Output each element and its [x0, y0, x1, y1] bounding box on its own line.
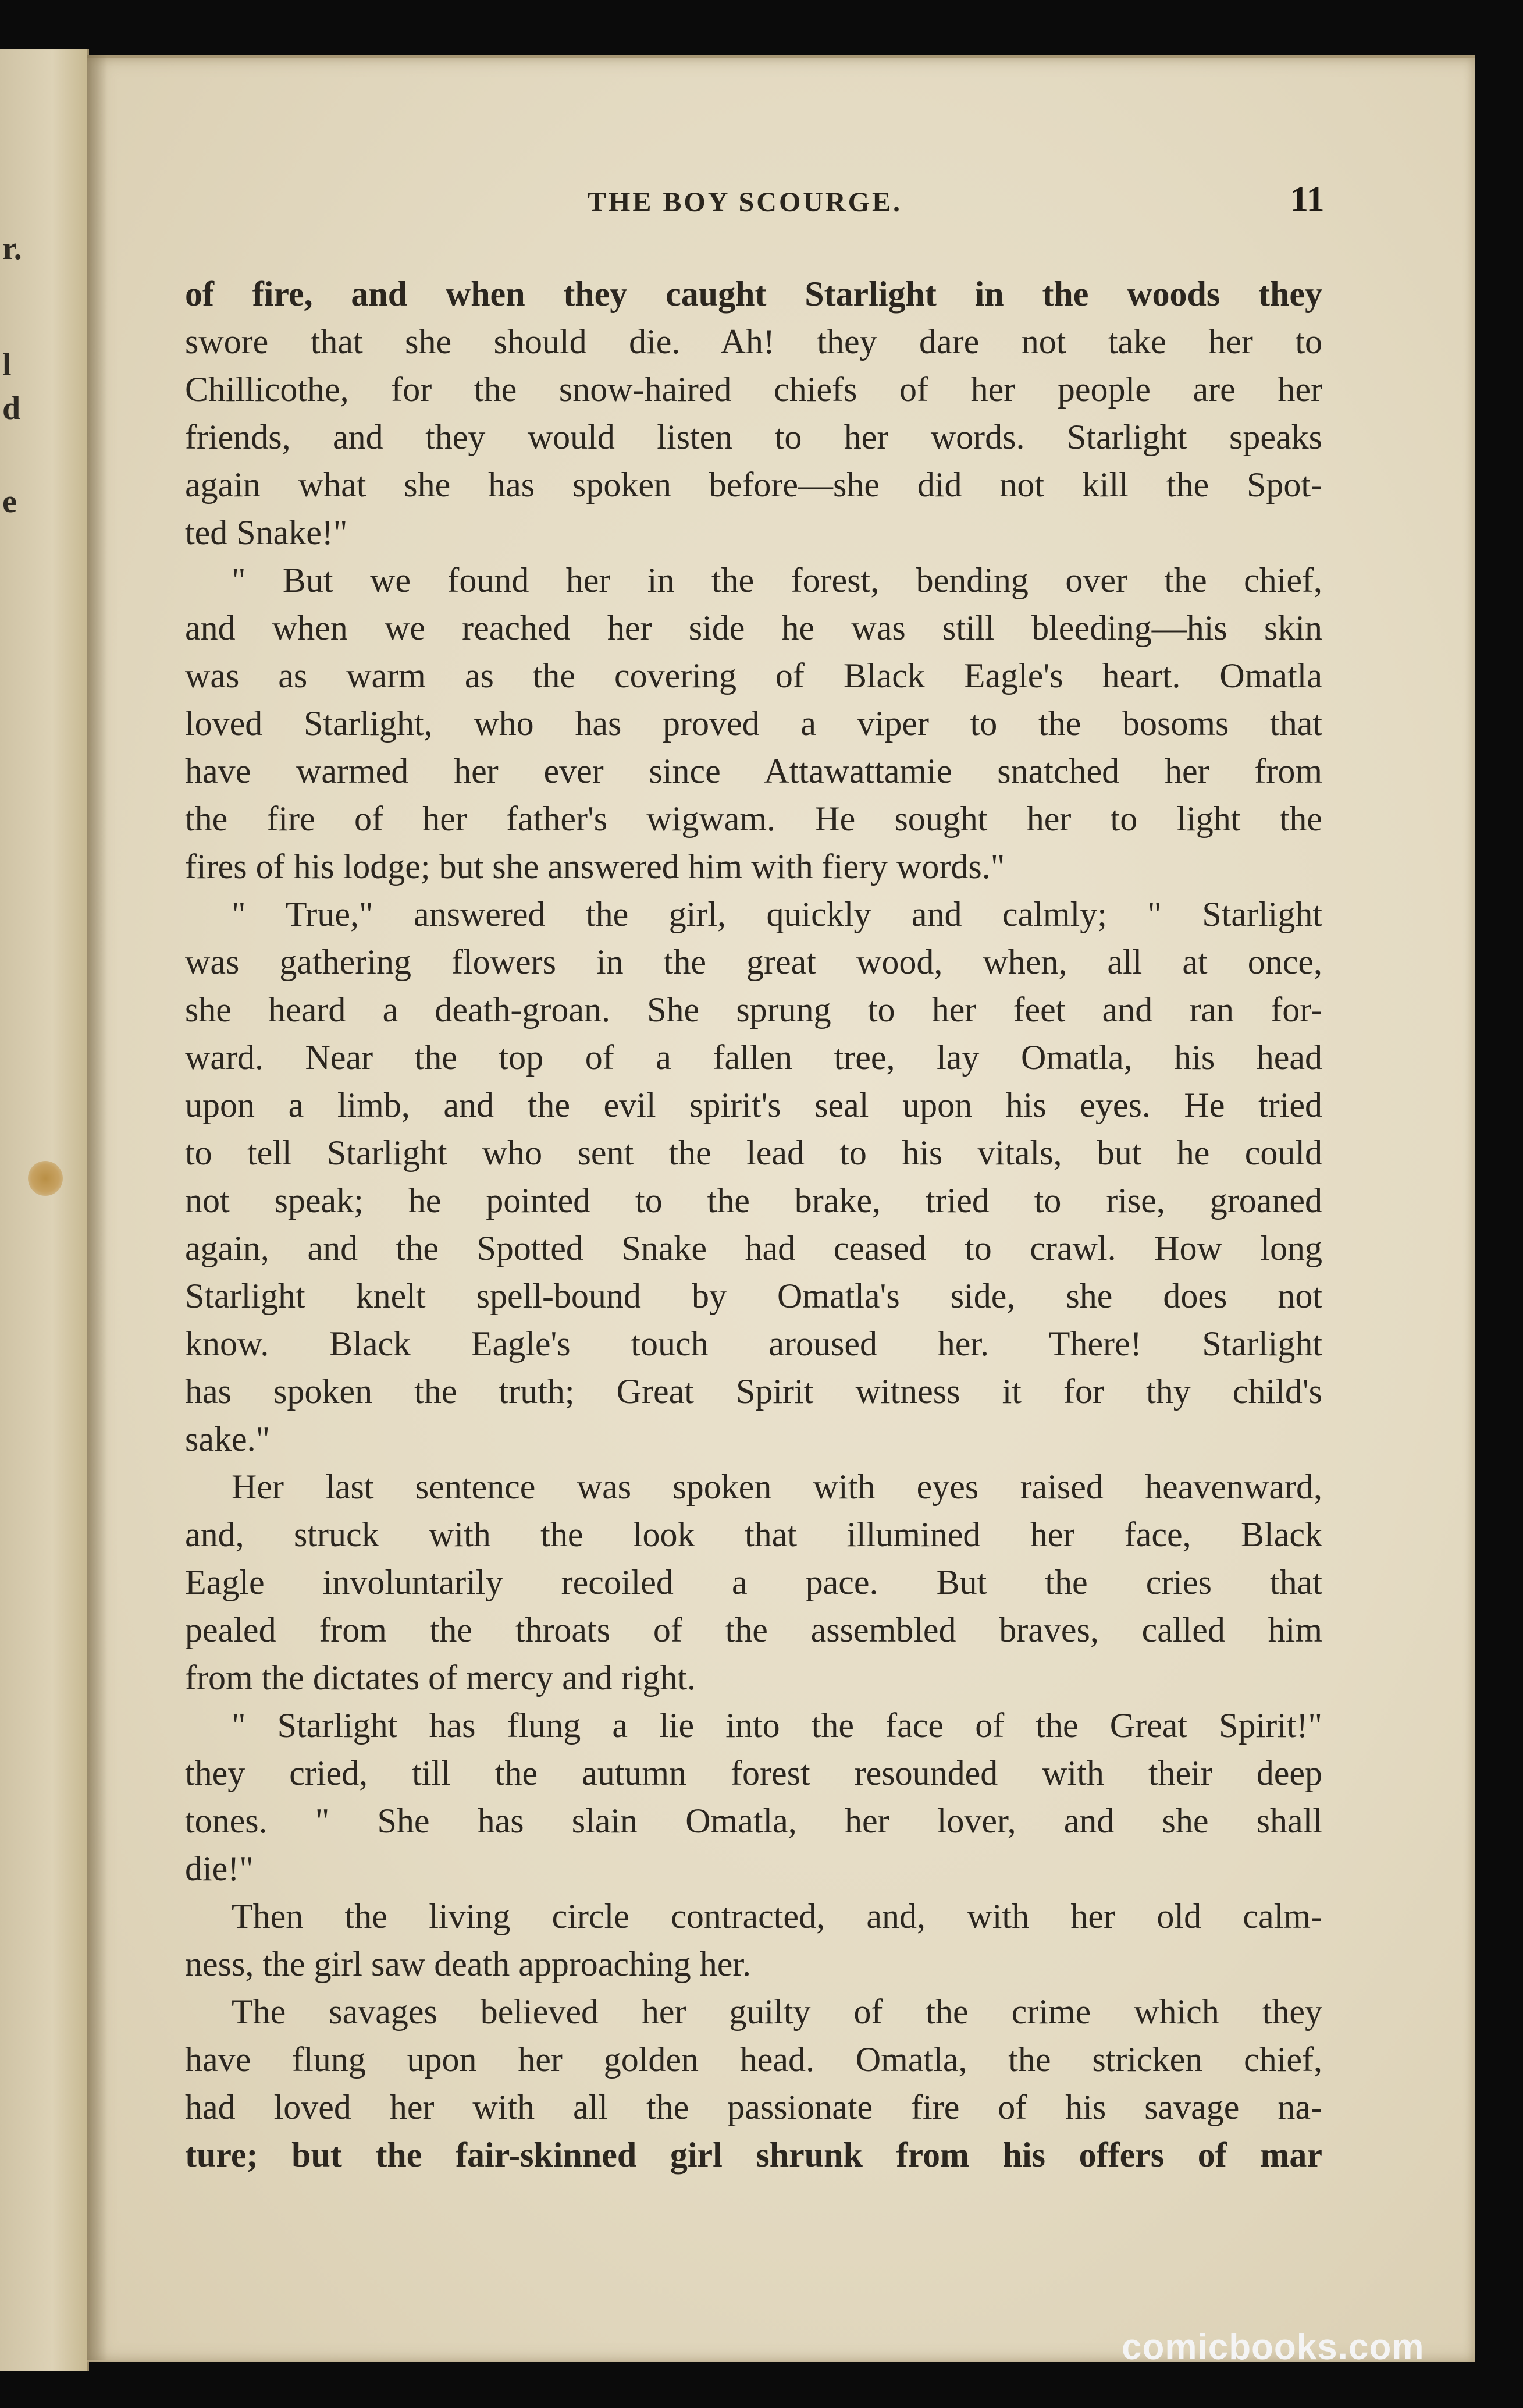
- text-line: ward. Near the top of a fallen tree, lay Omatla, his head: [185, 1038, 1322, 1077]
- text-line: " But we found her in the forest, bending over the chief,: [232, 561, 1322, 599]
- text-line: and when we reached her side he was still bleeding—his skin: [185, 609, 1322, 647]
- text-line: " True," answered the girl, quickly and calmly; " Starlight: [232, 895, 1322, 933]
- text-line: upon a limb, and the evil spirit's seal upon his eyes. He tried: [185, 1086, 1322, 1124]
- left-page-fragment: r.: [2, 230, 22, 267]
- text-line: swore that she should die. Ah! they dare not take her to: [185, 322, 1322, 361]
- text-line: they cried, till the autumn forest resounded with their deep: [185, 1754, 1322, 1792]
- text-line: have warmed her ever since Attawattamie snatched her from: [185, 752, 1322, 790]
- text-line: was as warm as the covering of Black Eagle's heart. Omatla: [185, 656, 1322, 695]
- text-line: friends, and they would listen to her words. Starlight speaks: [185, 418, 1322, 456]
- text-line: ture; but the fair-skinned girl shrunk from his offers of mar: [185, 2136, 1322, 2174]
- text-line: of fire, and when they caught Starlight in the woods they: [185, 275, 1322, 313]
- text-line: was gathering flowers in the great wood, when, all at once,: [185, 943, 1322, 981]
- text-line: not speak; he pointed to the brake, tried to rise, groaned: [185, 1181, 1322, 1220]
- text-line: again what she has spoken before—she did not kill the Spot-: [185, 466, 1322, 504]
- text-line: she heard a death-groan. She sprung to her feet and ran for-: [185, 990, 1322, 1029]
- text-line: Eagle involuntarily recoiled a pace. But the cries that: [185, 1563, 1322, 1601]
- text-line: Her last sentence was spoken with eyes raised heavenward,: [232, 1468, 1322, 1506]
- text-line: from the dictates of mercy and right.: [185, 1658, 696, 1697]
- site-watermark: comicbooks.com: [1122, 2327, 1425, 2367]
- left-facing-page-edge: [0, 49, 89, 2371]
- text-line: had loved her with all the passionate fire of his savage na-: [185, 2088, 1322, 2126]
- text-line: the fire of her father's wigwam. He sought her to light the: [185, 800, 1322, 838]
- text-line: has spoken the truth; Great Spirit witness it for thy child's: [185, 1372, 1322, 1411]
- foxing-stain: [28, 1161, 63, 1196]
- text-line: pealed from the throats of the assembled braves, called him: [185, 1611, 1322, 1649]
- text-line: know. Black Eagle's touch aroused her. There! Starlight: [185, 1324, 1322, 1363]
- text-line: ness, the girl saw death approaching her.: [185, 1945, 752, 1983]
- left-page-fragment: d: [2, 390, 21, 427]
- left-page-fragment: l: [2, 347, 12, 383]
- text-line: ted Snake!": [185, 513, 348, 552]
- text-line: to tell Starlight who sent the lead to his vitals, but he could: [185, 1134, 1322, 1172]
- text-line: Then the living circle contracted, and, with her old calm-: [232, 1897, 1322, 1935]
- body-text: [185, 270, 1322, 2179]
- text-line: loved Starlight, who has proved a viper to the bosoms that: [185, 704, 1322, 743]
- page-number: 11: [1290, 180, 1325, 219]
- text-line: and, struck with the look that illumined her face, Black: [185, 1515, 1322, 1554]
- text-line: Starlight knelt spell-bound by Omatla's side, she does not: [185, 1277, 1322, 1315]
- left-page-fragment: e: [2, 484, 17, 520]
- running-head: THE BOY SCOURGE.: [588, 187, 902, 218]
- spine-shadow: [87, 55, 108, 2360]
- text-line: die!": [185, 1849, 254, 1888]
- text-line: again, and the Spotted Snake had ceased to crawl. How long: [185, 1229, 1322, 1267]
- text-line: Chillicothe, for the snow-haired chiefs of her people are her: [185, 370, 1322, 409]
- text-line: have flung upon her golden head. Omatla, the stricken chief,: [185, 2040, 1322, 2079]
- text-line: fires of his lodge; but she answered him with fiery words.": [185, 847, 1005, 886]
- text-line: sake.": [185, 1420, 271, 1458]
- text-line: " Starlight has flung a lie into the face of the Great Spirit!": [232, 1706, 1322, 1745]
- text-line: tones. " She has slain Omatla, her lover, and she shall: [185, 1802, 1322, 1840]
- text-line: The savages believed her guilty of the crime which they: [232, 1993, 1322, 2031]
